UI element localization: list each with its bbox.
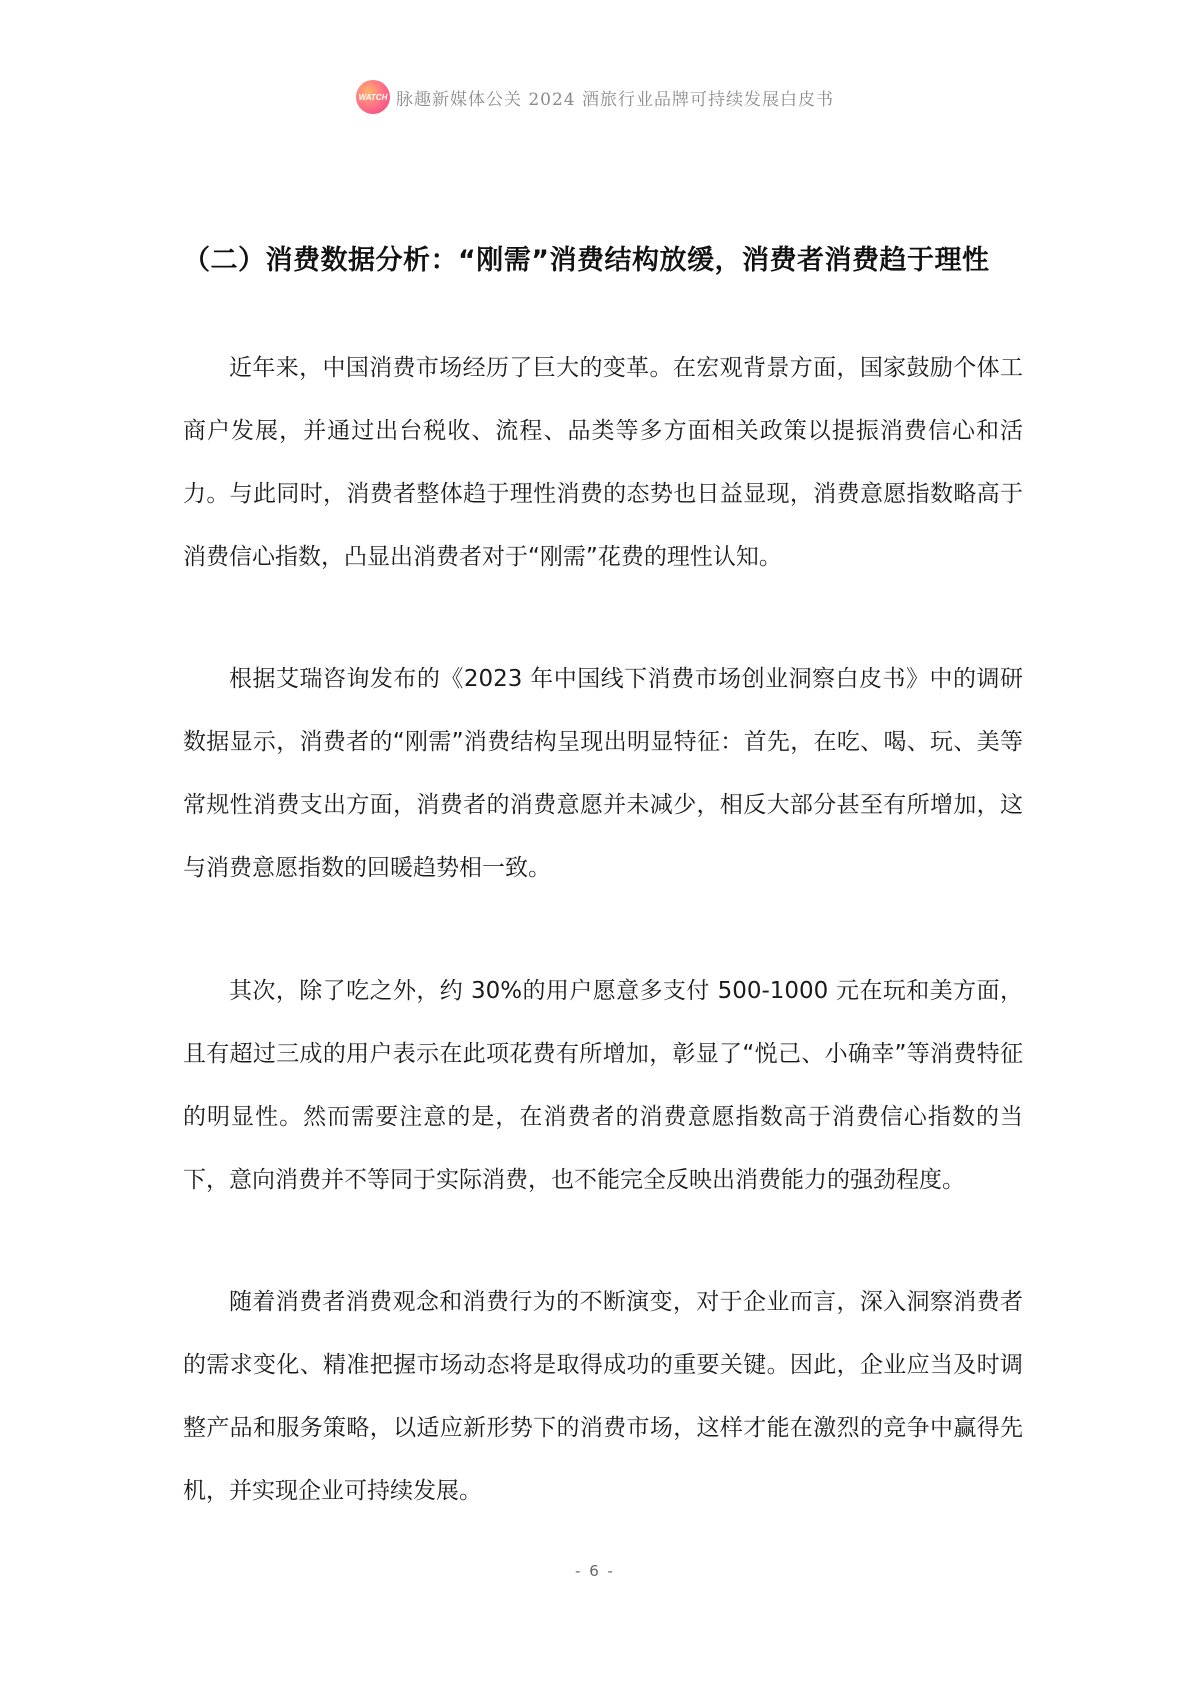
brand-logo [356,80,390,114]
brand-logo-icon [356,80,390,114]
body-paragraph-3: 其次，除了吃之外，约 30%的用户愿意多支付 500-1000 元在玩和美方面，且有超过三成的用户表示在此项花费有所增加，彰显了“悦己、小确幸”等消费特征的明显性。然而需要注意的是，在消费者的消费意愿指数高于消费信心指数的当下，意向消费并不等同于实际消费，也不能完全反映出消费能力的强劲程度。 [183,978,1023,1193]
brand-logo-text: WATCH [358,93,388,102]
header-title: 脉趣新媒体公关 2024 酒旅行业品牌可持续发展白皮书 [395,89,835,110]
body-paragraph-2: 根据艾瑞咨询发布的《2023 年中国线下消费市场创业洞察白皮书》中的调研数据显示，消费者的“刚需”消费结构呈现出明显特征：首先，在吃、喝、玩、美等常规性消费支出方面，消费者的消费意愿并未减少，相反大部分甚至有所增加，这与消费意愿指数的回暖趋势相一致。 [183,666,1023,881]
section-title: （二）消费数据分析：“刚需”消费结构放缓，消费者消费趋于理性 [183,245,990,276]
page-header [0,80,1190,114]
page-number: - 6 - [575,1562,615,1580]
body-paragraph-4: 随着消费者消费观念和消费行为的不断演变，对于企业而言，深入洞察消费者的需求变化、精准把握市场动态将是取得成功的重要关键。因此，企业应当及时调整产品和服务策略，以适应新形势下的消费市场，这样才能在激烈的竞争中赢得先机，并实现企业可持续发展。 [183,1289,1023,1504]
body-paragraph-1: 近年来，中国消费市场经历了巨大的变革。在宏观背景方面，国家鼓励个体工商户发展，并通过出台税收、流程、品类等多方面相关政策以提振消费信心和活力。与此同时，消费者整体趋于理性消费的态势也日益显现，消费意愿指数略高于消费信心指数，凸显出消费者对于“刚需”花费的理性认知。 [183,355,1023,570]
